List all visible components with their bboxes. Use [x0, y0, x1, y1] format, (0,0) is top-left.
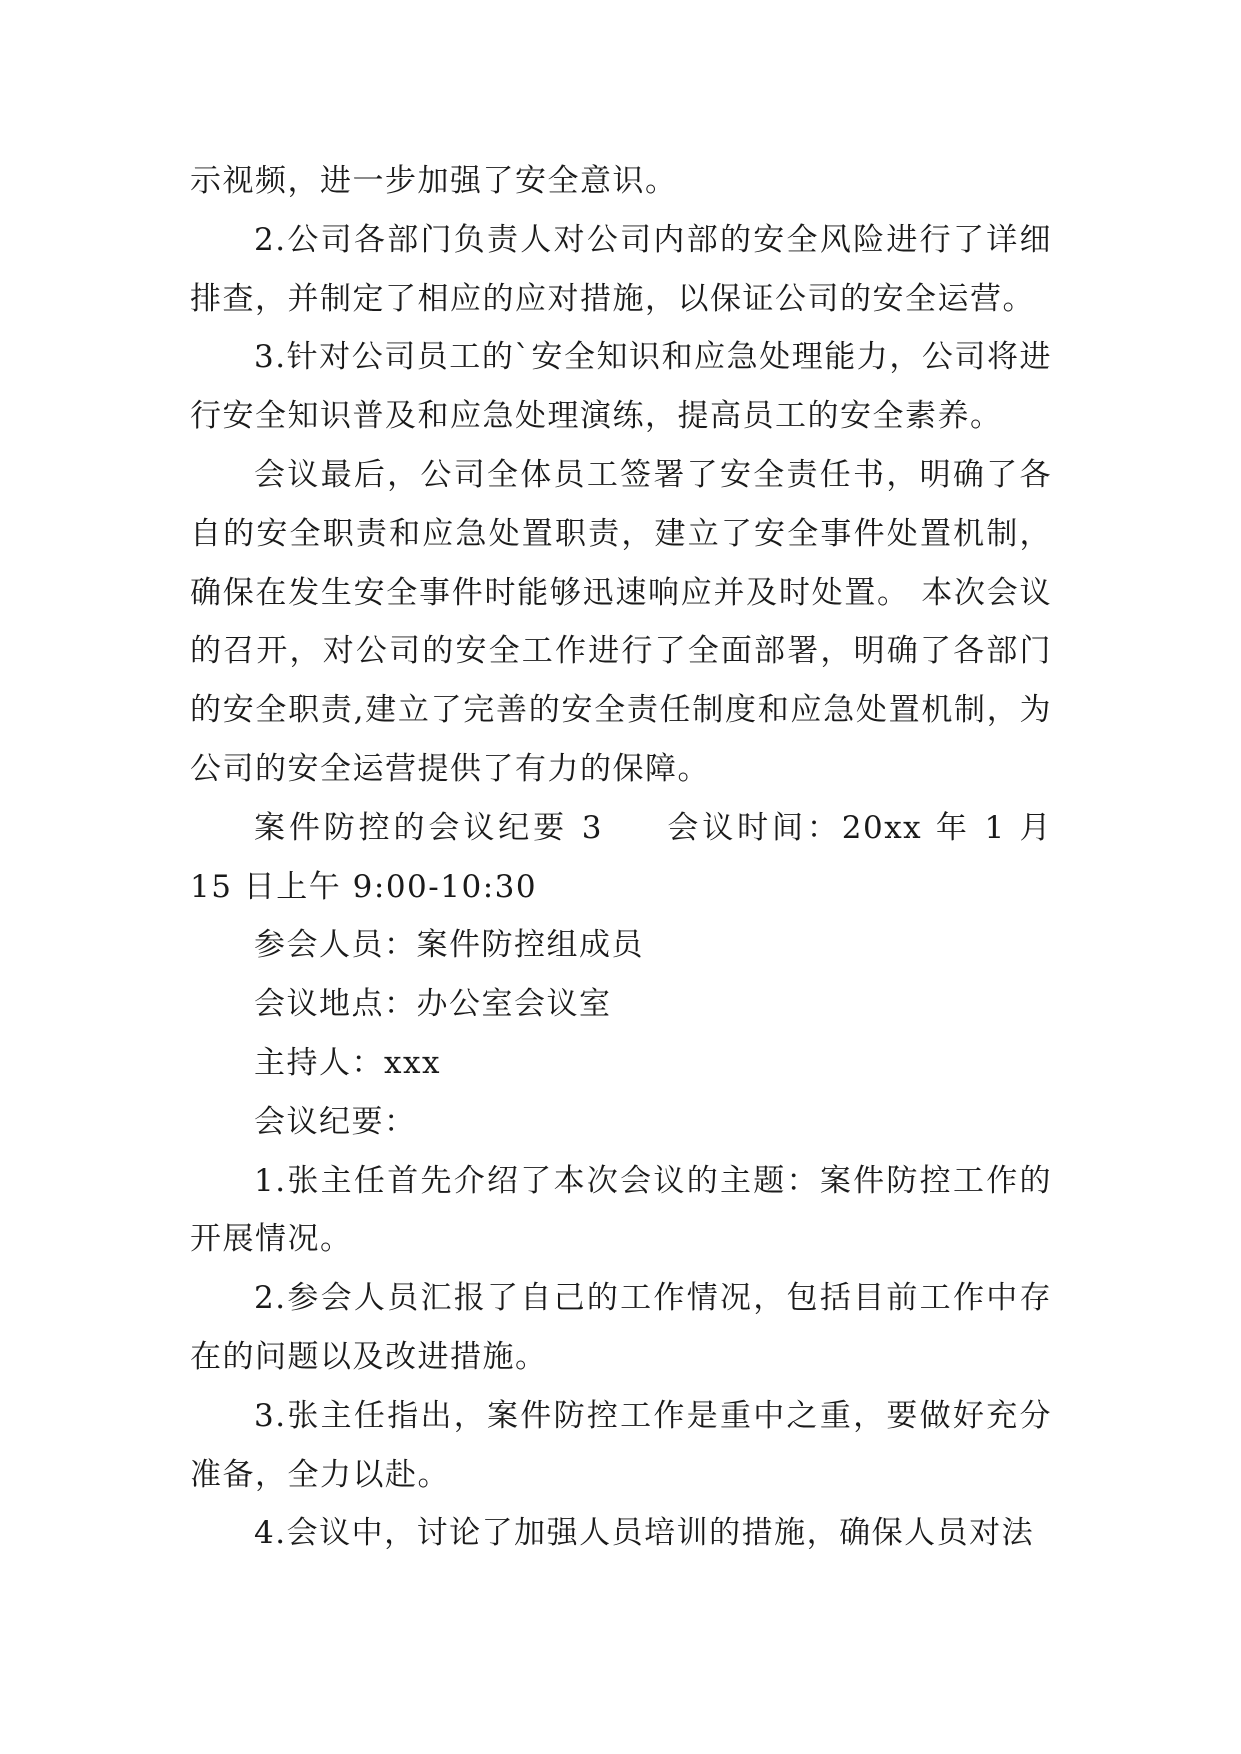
paragraph-conclusion: 会议最后，公司全体员工签署了安全责任书，明确了各自的安全职责和应急处置职责，建立了安全事件处置机制，确保在发生安全事件时能够迅速响应并及时处置。 本次会议的召开，对公司的安全工作进行了全面部署，明确了各部门的安全职责,建立了完善的安全责任制度和应急处置机制，为公司的安全运营提供了有力的保障。: [190, 456, 1052, 787]
paragraph-item-3: 3.针对公司员工的`安全知识和应急处理能力，公司将进行安全知识普及和应急处理演练，提高员工的安全素养。: [190, 339, 1052, 435]
attendees-line: 参会人员：案件防控组成员: [254, 927, 644, 964]
minutes-item-2: 2.参会人员汇报了自己的工作情况，包括目前工作中存在的问题以及改进措施。: [190, 1280, 1052, 1375]
minutes-title: 案件防控的会议纪要 3: [254, 809, 603, 846]
minutes-item-4: 4.会议中，讨论了加强人员培训的措施，确保人员对法: [254, 1515, 1035, 1552]
location-line: 会议地点：办公室会议室: [254, 986, 612, 1023]
paragraph-item-2: 2.公司各部门负责人对公司内部的安全风险进行了详细排查，并制定了相应的应对措施，以保证公司的安全运营。: [190, 221, 1052, 317]
document-body: [190, 152, 1052, 1563]
minutes-item-3: 3.张主任指出，案件防控工作是重中之重，要做好充分准备，全力以赴。: [190, 1397, 1052, 1493]
host-line: 主持人：xxx: [254, 1044, 441, 1081]
minutes-heading: 会议纪要：: [254, 1103, 417, 1140]
paragraph-continuation: 示视频，进一步加强了安全意识。: [190, 163, 678, 199]
minutes-title-line: [190, 799, 1052, 917]
meeting-time: 会议时间：20xx 年 1 月 15 日上午 9:00-10:30: [190, 809, 1052, 905]
minutes-item-1: 1.张主任首先介绍了本次会议的主题：案件防控工作的开展情况。: [190, 1162, 1052, 1258]
